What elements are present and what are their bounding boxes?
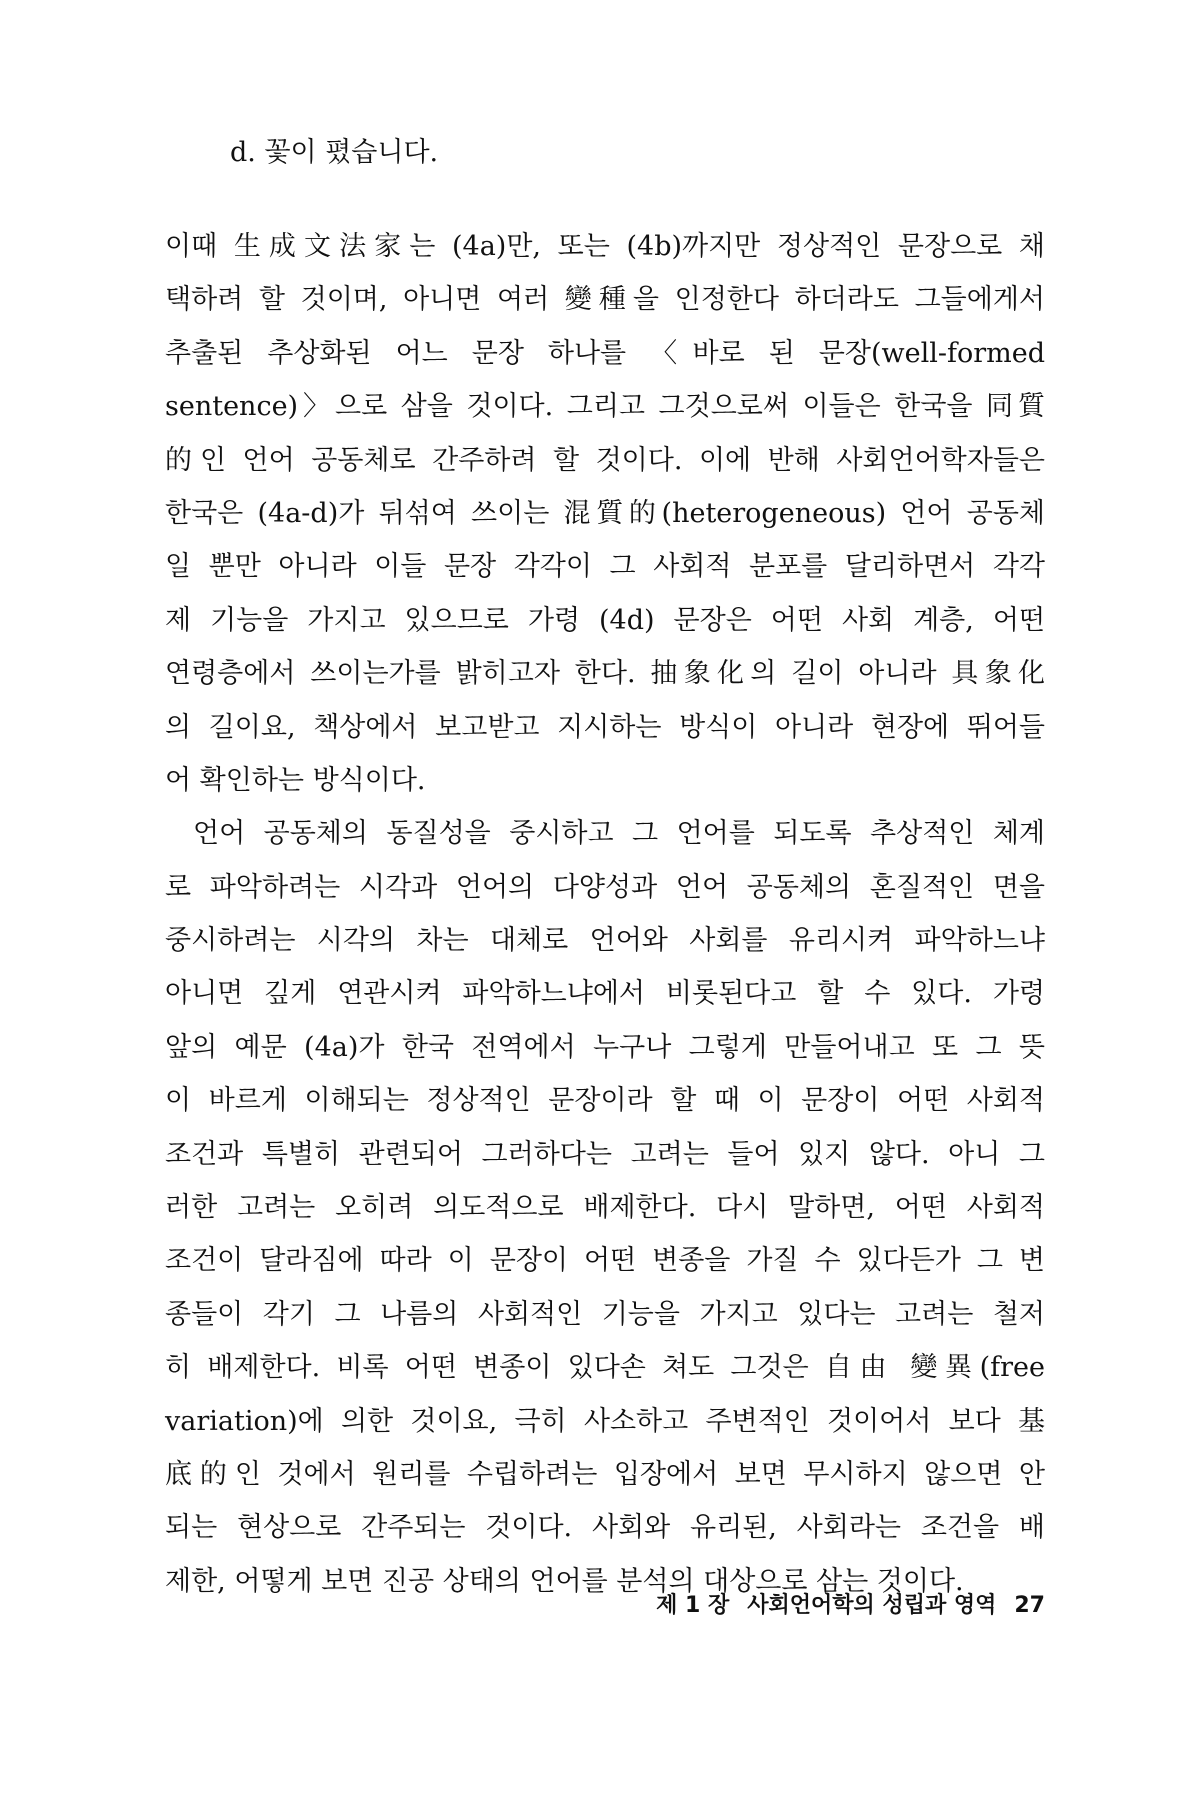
paragraph-1 <box>165 220 1045 807</box>
text-line: 조건과 특별히 관련되어 그러하다는 고려는 들어 있지 않다. 아니 그 <box>165 1138 1045 1170</box>
body-text <box>165 220 1045 1608</box>
text-line: 어 확인하는 방식이다. <box>165 764 426 796</box>
text-line: 택하려 할 것이며, 아니면 여러 變種을 인정한다 하더라도 그들에게서 <box>165 284 1045 316</box>
text-line: 이 바르게 이해되는 정상적인 문장이라 할 때 이 문장이 어떤 사회적 <box>165 1085 1045 1117</box>
paragraph-2 <box>165 807 1045 1608</box>
text-line: 연령층에서 쓰이는가를 밝히고자 한다. 抽象化의 길이 아니라 具象化 <box>165 658 1045 690</box>
text-line: 되는 현상으로 간주되는 것이다. 사회와 유리된, 사회라는 조건을 배 <box>165 1512 1045 1544</box>
text-line: 이때 生成文法家는 (4a)만, 또는 (4b)까지만 정상적인 문장으로 채 <box>165 231 1045 262</box>
text-line: 한국은 (4a-d)가 뒤섞여 쓰이는 混質的(heterogeneous) 언어 공동체 <box>165 497 1045 529</box>
text-line: 의 길이요, 책상에서 보고받고 지시하는 방식이 아니라 현장에 뛰어들 <box>165 711 1045 743</box>
example-sentence <box>230 126 1110 179</box>
text-line: 러한 고려는 오히려 의도적으로 배제한다. 다시 말하면, 어떤 사회적 <box>165 1192 1045 1224</box>
page-footer <box>656 1588 1045 1619</box>
footer-chapter: 제 1 장 <box>656 1593 730 1618</box>
text-line: 앞의 예문 (4a)가 한국 전역에서 누구나 그렇게 만들어내고 또 그 뜻 <box>165 1031 1045 1063</box>
text-line: 종들이 각기 그 나름의 사회적인 기능을 가지고 있다는 고려는 철저 <box>165 1298 1045 1330</box>
text-line: 底的인 것에서 원리를 수립하려는 입장에서 보면 무시하지 않으면 안 <box>165 1458 1045 1490</box>
text-line: 언어 공동체의 동질성을 중시하고 그 언어를 되도록 추상적인 체계 <box>193 818 1045 850</box>
text-line: variation)에 의한 것이요, 극히 사소하고 주변적인 것이어서 보다 基 <box>165 1405 1045 1437</box>
text-line: 히 배제한다. 비록 어떤 변종이 있다손 쳐도 그것은 自由 變異(free <box>165 1352 1045 1384</box>
page-number: 27 <box>1014 1593 1045 1618</box>
text-line: 조건이 달라짐에 따라 이 문장이 어떤 변종을 가질 수 있다든가 그 변 <box>165 1245 1045 1277</box>
text-line: 的인 언어 공동체로 간주하려 할 것이다. 이에 반해 사회언어학자들은 <box>165 444 1045 476</box>
text-line: 로 파악하려는 시각과 언어의 다양성과 언어 공동체의 혼질적인 면을 <box>165 871 1045 903</box>
text-line: 일 뿐만 아니라 이들 문장 각각이 그 사회적 분포를 달리하면서 각각 <box>165 551 1045 583</box>
text-line: 제 기능을 가지고 있으므로 가령 (4d) 문장은 어떤 사회 계층, 어떤 <box>165 604 1045 636</box>
footer-chapter-title: 사회언어학의 성립과 영역 <box>747 1593 997 1618</box>
text-line: 중시하려는 시각의 차는 대체로 언어와 사회를 유리시켜 파악하느냐 <box>165 925 1045 957</box>
text-line: 제한, 어떻게 보면 진공 상태의 언어를 분석의 대상으로 삼는 것이다. <box>165 1565 964 1597</box>
text-line: 추출된 추상화된 어느 문장 하나를 〈바로 된 문장(well-formed <box>165 337 1045 369</box>
example-sentence-text: d. 꽃이 폈습니다. <box>230 137 439 168</box>
text-line: 아니면 깊게 연관시켜 파악하느냐에서 비롯된다고 할 수 있다. 가령 <box>165 978 1045 1010</box>
text-line: sentence)〉으로 삼을 것이다. 그리고 그것으로써 이들은 한국을 同質 <box>165 391 1045 423</box>
